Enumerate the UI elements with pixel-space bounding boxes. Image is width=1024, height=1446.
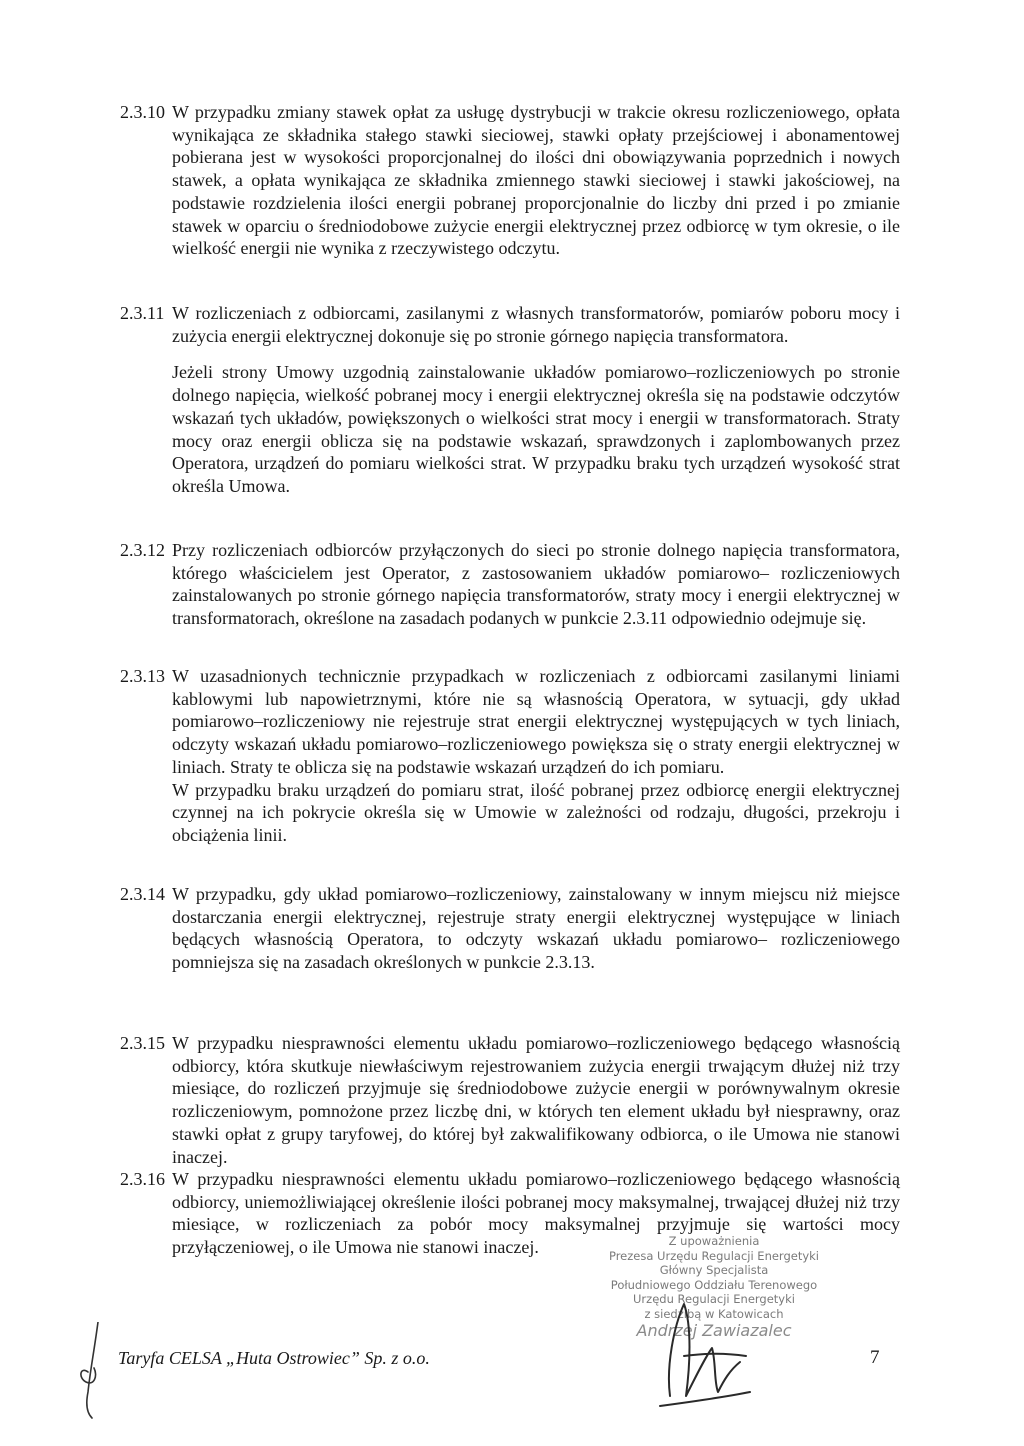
handwritten-signature xyxy=(640,1296,760,1416)
section-2-3-12 xyxy=(120,539,900,630)
stamp-line: Z upoważnienia xyxy=(668,1234,760,1248)
section-number: 2.3.10 xyxy=(120,102,165,122)
stamp-line: Urzędu Regulacji Energetyki xyxy=(633,1292,795,1306)
stamp-line: Południowego Oddziału Terenowego xyxy=(610,1277,818,1292)
section-body xyxy=(172,539,900,630)
section-body xyxy=(172,883,900,974)
section-number: 2.3.16 xyxy=(120,1169,165,1189)
section-number: 2.3.15 xyxy=(120,1033,165,1053)
paragraph: W uzasadnionych technicznie przypadkach w rozliczeniach z odbiorcami zasilanymi liniami kablowymi lub napowietrznymi, które nie są własnością Operatora, w sytuacji, gdy układ pomiarowo–rozliczeniowy nie rejestruje strat energii elektrycznej występujących w tych liniach, odczyty wskazań układu pomiarowo–rozliczeniowego powiększa się o straty energii elektrycznej w liniach. Straty te oblicza się na podstawie wskazań urządzeń do ich pomiaru. xyxy=(172,666,900,777)
section-body xyxy=(172,302,900,498)
paragraph: W przypadku braku urządzeń do pomiaru strat, ilość pobranej przez odbiorcę energii elektrycznej czynnej na ich pokrycie określa się w Umowie w zależności od rodzaju, długości, przekroju i obciążenia linii. xyxy=(172,779,900,845)
paragraph: Przy rozliczeniach odbiorców przyłączonych do sieci po stronie dolnego napięcia transformatora, którego właścicielem jest Operator, z zastosowaniem układów pomiarowo– rozliczeniowych zainstalowanych po stronie górnego napięcia transformatorów, straty mocy i energii elektrycznej w transformatorach, określone na zasadach podanych w punkcie 2.3.11 odpowiednio odejmuje się. xyxy=(172,540,900,629)
section-body xyxy=(172,665,900,847)
section-number: 2.3.11 xyxy=(120,303,165,323)
paragraph: W przypadku zmiany stawek opłat za usługę dystrybucji w trakcie okresu rozliczeniowego, opłata wynikająca ze składnika stałego stawki sieciowej, stawki opłaty przejściowej i abonamentowej pobierana jest w wysokości proporcjonalnej do ilości dni obowiązywania poprzednich i nowych stawek, a opłata wynikająca ze składnika zmiennego stawki sieciowej i stawki jakościowej, na podstawie rozdzielenia ilości energii pobranej proporcjonalnie do liczby dni przed i po zmianie stawek w oparciu o średniodobowe zużycie energii elektrycznej przez odbiorcę w tym okresie, o ile wielkość energii nie wynika z rzeczywistego odczytu. xyxy=(172,102,900,259)
stamp-line: Prezesa Urzędu Regulacji Energetyki xyxy=(608,1248,820,1263)
paragraph: W przypadku niesprawności elementu układu pomiarowo–rozliczeniowego będącego własnością odbiorcy, która skutkuje niewłaściwym rejestrowaniem zużycia energii trwającym dłużej niż trzy miesiące, do rozliczeń przyjmuje się średniodobowe zużycie energii w porównywalnym okresie rozliczeniowym, pomnożone przez liczbę dni, w których ten element układu był niesprawny, oraz stawki opłat z grupy taryfowej, do której był zakwalifikowany odbiorca, o ile Umowa nie stanowi inaczej. xyxy=(172,1033,900,1167)
stamp-line: z siedzibą w Katowicach xyxy=(644,1306,784,1321)
stamp-signatory: Andrzej Zawiazalec xyxy=(636,1321,792,1340)
section-number: 2.3.13 xyxy=(120,666,165,686)
section-2-3-14 xyxy=(120,883,900,974)
footer-document-title: Taryfa CELSA „Huta Ostrowiec” Sp. z o.o. xyxy=(118,1348,430,1368)
section-2-3-13 xyxy=(120,665,900,847)
section-body xyxy=(172,1032,900,1168)
section-body xyxy=(172,101,900,260)
section-number: 2.3.14 xyxy=(120,884,165,904)
paragraph: W przypadku niesprawności elementu układu pomiarowo–rozliczeniowego będącego własnością odbiorcy, uniemożliwiającej określenie ilości pobranej mocy maksymalnej, trwającej dłużej niż trzy miesiące, w rozliczeniach za pobór mocy maksymalnej przyjmuje się wartości mocy przyłączeniowej, o ile Umowa nie stanowi inaczej. xyxy=(172,1169,900,1258)
section-2-3-10 xyxy=(120,101,900,260)
section-2-3-11 xyxy=(120,302,900,498)
page-number: 7 xyxy=(870,1347,880,1368)
paragraph: W przypadku, gdy układ pomiarowo–rozliczeniowy, zainstalowany w innym miejscu niż miejsce dostarczania energii elektrycznej, rejestruje straty energii elektrycznej występujące w liniach będących własnością Operatora, to odczyty wskazań układu pomiarowo– rozliczeniowego pomniejsza się na zasadach określonych w punkcie 2.3.13. xyxy=(172,884,900,973)
stamp-line: Główny Specjalista xyxy=(659,1263,769,1277)
paragraph: Jeżeli strony Umowy uzgodnią zainstalowanie układów pomiarowo–rozliczeniowych po stronie dolnego napięcia, wielkość pobranej mocy i energii elektrycznej określa się na podstawie odczytów wskazań tych układów, powiększonych o wielkości strat mocy i energii w transformatorach. Straty mocy oraz energii oblicza się na podstawie wskazań, sprawdzonych i zaplombowanych przez Operatora, urządzeń do pomiaru wielkości strat. W przypadku braku tych urządzeń wysokość strat określa Umowa. xyxy=(172,362,900,496)
margin-initial-signature xyxy=(76,1322,116,1422)
section-2-3-15 xyxy=(120,1032,900,1168)
section-number: 2.3.12 xyxy=(120,540,165,560)
paragraph: W rozliczeniach z odbiorcami, zasilanymi z własnych transformatorów, pomiarów poboru mocy i zużycia energii elektrycznej dokonuje się po stronie górnego napięcia transformatora. xyxy=(172,303,900,346)
